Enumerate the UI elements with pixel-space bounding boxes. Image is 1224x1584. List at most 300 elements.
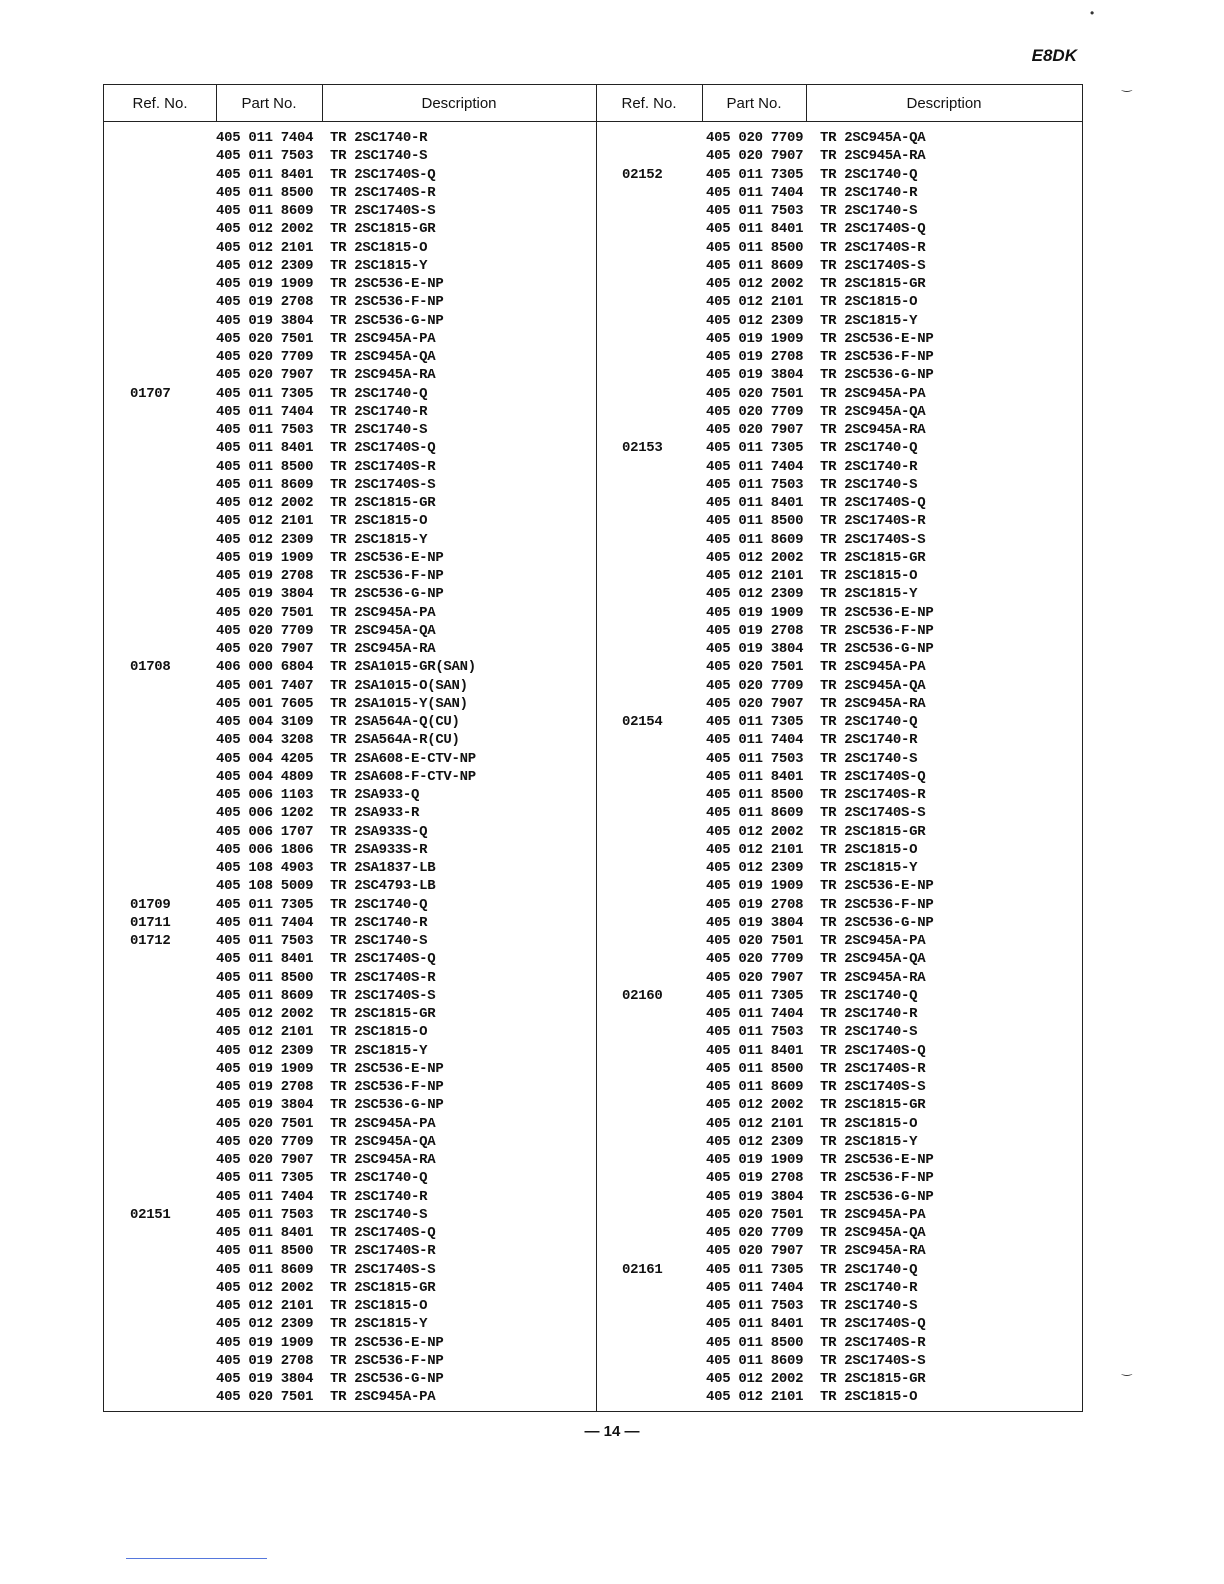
- table-cell: 405 011 7305: [706, 166, 804, 183]
- scan-mark: ‿: [1122, 1362, 1132, 1376]
- left-description-column: [330, 129, 476, 1407]
- table-cell: 405 011 7404: [216, 130, 314, 146]
- table-cell: [130, 184, 171, 202]
- table-cell: [130, 1060, 171, 1078]
- table-cell: TR 2SC1740-Q: [820, 714, 918, 730]
- table-cell: 405 011 7503: [216, 422, 314, 438]
- table-cell: 405 012 2101: [706, 1389, 804, 1406]
- table-cell: [130, 1042, 171, 1060]
- table-cell: TR 2SC1815-Y: [330, 1316, 428, 1333]
- table-cell: 405 011 8609: [216, 987, 314, 1004]
- table-cell: 406 000 6804: [216, 659, 314, 676]
- table-cell: 405 011 8609: [706, 805, 804, 822]
- table-cell: 405 006 1707: [216, 823, 314, 840]
- table-cell: TR 2SA933S-R: [330, 841, 428, 858]
- table-cell: TR 2SC1740-S: [820, 203, 918, 219]
- table-cell: 405 020 7709: [216, 1133, 314, 1150]
- header-divider: [322, 85, 323, 121]
- table-cell: TR 2SC945A-QA: [820, 403, 926, 420]
- table-cell: [622, 768, 663, 786]
- table-cell: [130, 987, 171, 1005]
- table-cell: TR 2SC945A-RA: [330, 641, 436, 657]
- table-cell: 405 011 7404: [706, 1006, 804, 1022]
- parts-table: [103, 84, 1083, 1412]
- table-cell: 405 012 2002: [216, 221, 314, 238]
- table-cell: TR 2SC1740S-S: [330, 987, 436, 1004]
- table-cell: TR 2SC1740-R: [820, 1279, 918, 1296]
- header-divider: [806, 85, 807, 121]
- table-cell: [130, 1133, 171, 1151]
- table-cell: [622, 1279, 663, 1297]
- table-cell: [130, 512, 171, 530]
- table-cell: [622, 1133, 663, 1151]
- table-cell: 405 011 7305: [216, 896, 314, 913]
- table-cell: 405 011 8500: [706, 1334, 804, 1351]
- table-cell: 405 011 8609: [216, 203, 314, 219]
- table-cell: 405 011 8401: [216, 1225, 314, 1241]
- table-cell: TR 2SC945A-RA: [820, 969, 926, 986]
- table-cell: [130, 640, 171, 658]
- model-code: E8DK: [1031, 46, 1077, 65]
- header-ref-no-left: Ref. No.: [132, 95, 188, 112]
- table-cell: 405 011 8500: [706, 239, 804, 256]
- table-cell: TR 2SC536-E-NP: [820, 604, 934, 621]
- table-cell: 405 011 8500: [216, 969, 314, 986]
- table-cell: [130, 1078, 171, 1096]
- table-cell: [622, 257, 663, 275]
- table-cell: 01707: [130, 385, 171, 402]
- table-cell: TR 2SC1740S-R: [330, 969, 436, 986]
- table-cell: TR 2SC1740-Q: [330, 1170, 428, 1187]
- table-cell: TR 2SC1740-R: [820, 1006, 918, 1022]
- table-cell: 405 020 7501: [216, 1115, 314, 1132]
- table-cell: [130, 567, 171, 585]
- table-cell: 405 012 2101: [216, 1024, 314, 1041]
- table-cell: 405 011 7305: [706, 987, 804, 1004]
- table-cell: TR 2SC1740-S: [820, 750, 918, 767]
- header-description-right: Description: [906, 95, 982, 112]
- header-part-no-right: Part No.: [726, 95, 782, 112]
- table-cell: [622, 549, 663, 567]
- table-cell: TR 2SC945A-QA: [820, 677, 926, 694]
- table-cell: TR 2SC1815-Y: [330, 257, 428, 274]
- table-cell: 405 006 1202: [216, 805, 314, 822]
- left-ref-column: [130, 129, 171, 1443]
- table-cell: 02160: [622, 987, 663, 1004]
- table-cell: [622, 677, 663, 695]
- table-cell: [130, 1297, 171, 1315]
- table-cell: 405 019 2708: [216, 1352, 314, 1369]
- table-cell: TR 2SC945A-RA: [820, 1243, 926, 1260]
- table-cell: 405 012 2002: [216, 1279, 314, 1296]
- table-cell: 405 012 2101: [706, 841, 804, 858]
- table-cell: [130, 1188, 171, 1206]
- table-cell: 405 001 7605: [216, 695, 314, 712]
- table-cell: [130, 677, 171, 695]
- table-cell: [130, 695, 171, 713]
- table-cell: 405 011 8609: [216, 1261, 314, 1278]
- table-cell: TR 2SC1740S-S: [330, 203, 436, 219]
- table-cell: 405 011 8500: [216, 1243, 314, 1260]
- table-cell: TR 2SC1740-R: [330, 914, 428, 931]
- table-cell: TR 2SC1815-Y: [820, 860, 918, 876]
- table-cell: [622, 129, 663, 147]
- table-cell: [622, 239, 663, 257]
- table-cell: [130, 476, 171, 494]
- table-cell: 405 020 7907: [706, 695, 804, 712]
- table-cell: TR 2SC1740S-S: [820, 1352, 926, 1369]
- table-cell: TR 2SA608-F-CTV-NP: [330, 768, 476, 785]
- table-cell: TR 2SC1815-O: [330, 1024, 428, 1041]
- table-cell: [130, 604, 171, 622]
- table-cell: 405 012 2002: [706, 823, 804, 840]
- table-cell: 405 004 3208: [216, 732, 314, 749]
- table-cell: TR 2SC1815-GR: [820, 549, 926, 566]
- table-cell: TR 2SC1740S-Q: [330, 1225, 436, 1241]
- table-cell: 405 019 2708: [216, 294, 314, 311]
- table-cell: 405 020 7501: [706, 659, 804, 676]
- table-cell: [130, 841, 171, 859]
- table-cell: [130, 166, 171, 184]
- table-cell: TR 2SC1740-S: [820, 476, 918, 493]
- table-cell: 405 011 7404: [706, 1279, 804, 1296]
- table-cell: 01712: [130, 933, 171, 949]
- table-cell: TR 2SC1815-Y: [820, 1133, 918, 1150]
- table-cell: 405 020 7907: [706, 422, 804, 438]
- table-cell: TR 2SC1815-GR: [820, 1371, 926, 1387]
- table-cell: [622, 1078, 663, 1096]
- right-description-column: [820, 129, 933, 1407]
- table-cell: TR 2SC1740S-R: [820, 787, 926, 803]
- table-cell: [622, 202, 663, 220]
- table-cell: TR 2SC1740S-R: [820, 1334, 926, 1351]
- table-cell: 02154: [622, 714, 663, 730]
- table-cell: 405 011 8500: [216, 184, 314, 201]
- table-cell: TR 2SC1740-S: [330, 148, 428, 165]
- table-cell: 405 011 8401: [706, 768, 804, 785]
- table-cell: 405 012 2101: [706, 294, 804, 311]
- table-cell: TR 2SC1815-Y: [820, 586, 918, 603]
- table-cell: TR 2SC1740S-Q: [330, 166, 436, 183]
- table-cell: 405 020 7709: [216, 349, 314, 365]
- table-cell: TR 2SC1740S-S: [820, 805, 926, 822]
- table-cell: [130, 1279, 171, 1297]
- table-cell: [622, 1023, 663, 1041]
- table-cell: 405 012 2309: [706, 1133, 804, 1150]
- table-cell: 405 011 7503: [706, 1298, 804, 1314]
- table-cell: TR 2SC1740S-S: [820, 531, 926, 548]
- footer-rule: [126, 1558, 267, 1559]
- table-cell: TR 2SC1740S-R: [330, 1243, 436, 1260]
- table-cell: 405 011 7404: [216, 403, 314, 420]
- table-cell: [130, 969, 171, 987]
- table-cell: [130, 585, 171, 603]
- table-cell: TR 2SC536-F-NP: [820, 1170, 934, 1187]
- table-cell: [622, 293, 663, 311]
- table-cell: 405 011 8500: [706, 1060, 804, 1077]
- table-cell: TR 2SC536-G-NP: [330, 1097, 444, 1114]
- table-cell: TR 2SC536-E-NP: [820, 330, 934, 347]
- table-cell: TR 2SA1015-O(SAN): [330, 677, 468, 694]
- table-cell: 405 012 2002: [216, 1006, 314, 1022]
- table-cell: [622, 1188, 663, 1206]
- table-cell: 405 019 2708: [706, 622, 804, 639]
- table-cell: [130, 403, 171, 421]
- table-cell: TR 2SC1740-Q: [330, 896, 428, 913]
- table-cell: 405 012 2309: [216, 1042, 314, 1059]
- table-cell: TR 2SC1740-R: [820, 184, 918, 201]
- table-cell: 405 020 7709: [706, 130, 804, 146]
- table-cell: [622, 695, 663, 713]
- table-cell: [622, 1206, 663, 1224]
- table-cell: TR 2SC1740S-R: [820, 239, 926, 256]
- table-cell: TR 2SC536-E-NP: [330, 549, 444, 566]
- table-cell: [130, 312, 171, 330]
- table-cell: TR 2SA1015-GR(SAN): [330, 659, 476, 676]
- table-cell: TR 2SC536-G-NP: [330, 1371, 444, 1387]
- table-cell: 405 019 2708: [216, 1079, 314, 1095]
- table-cell: 405 011 8401: [706, 1316, 804, 1333]
- table-cell: 405 012 2309: [216, 531, 314, 548]
- table-cell: 405 019 3804: [216, 1371, 314, 1387]
- table-cell: [130, 1242, 171, 1260]
- table-cell: [130, 531, 171, 549]
- table-cell: TR 2SC1815-O: [820, 1115, 918, 1132]
- header-divider: [702, 85, 703, 121]
- table-cell: TR 2SC945A-RA: [330, 1152, 436, 1168]
- table-cell: TR 2SC536-G-NP: [330, 312, 444, 329]
- table-cell: TR 2SC536-G-NP: [820, 641, 934, 657]
- table-cell: 405 011 8500: [706, 513, 804, 530]
- table-cell: [130, 1023, 171, 1041]
- table-cell: TR 2SC1740S-S: [820, 257, 926, 274]
- table-cell: [130, 1370, 171, 1388]
- table-cell: [622, 969, 663, 987]
- table-cell: [130, 220, 171, 238]
- table-cell: [622, 1005, 663, 1023]
- table-cell: TR 2SC536-F-NP: [330, 1352, 444, 1369]
- table-cell: 01711: [130, 914, 171, 931]
- table-cell: 405 019 3804: [706, 641, 804, 657]
- table-cell: [130, 549, 171, 567]
- table-cell: 405 012 2101: [706, 568, 804, 584]
- table-cell: TR 2SC1740-S: [330, 422, 428, 438]
- table-cell: [622, 1315, 663, 1333]
- table-cell: TR 2SC536-E-NP: [820, 1152, 934, 1168]
- table-cell: TR 2SA608-E-CTV-NP: [330, 750, 476, 767]
- table-cell: 405 019 3804: [216, 586, 314, 603]
- table-cell: 405 019 3804: [216, 1097, 314, 1114]
- table-cell: 405 011 7305: [706, 1261, 804, 1278]
- table-cell: TR 2SC945A-QA: [820, 951, 926, 968]
- table-cell: [130, 1334, 171, 1352]
- table-cell: TR 2SC1740S-Q: [820, 768, 926, 785]
- table-cell: 405 020 7907: [706, 969, 804, 986]
- table-cell: [622, 220, 663, 238]
- table-cell: TR 2SC1740S-Q: [330, 951, 436, 968]
- table-cell: 405 020 7709: [706, 677, 804, 694]
- table-cell: [622, 476, 663, 494]
- table-cell: 405 019 1909: [706, 1152, 804, 1168]
- header-ref-no-right: Ref. No.: [621, 95, 677, 112]
- table-cell: 405 019 1909: [216, 549, 314, 566]
- table-cell: [622, 348, 663, 366]
- table-cell: [130, 1407, 171, 1425]
- table-cell: [130, 713, 171, 731]
- table-cell: TR 2SC1815-GR: [820, 276, 926, 292]
- right-ref-column: [622, 129, 663, 1388]
- table-cell: 405 011 7503: [706, 476, 804, 493]
- table-cell: TR 2SC1740S-R: [820, 1060, 926, 1077]
- table-cell: TR 2SC1815-GR: [330, 495, 436, 511]
- table-cell: [130, 1005, 171, 1023]
- table-cell: [622, 184, 663, 202]
- table-cell: [622, 1042, 663, 1060]
- table-cell: [130, 293, 171, 311]
- table-cell: TR 2SC536-F-NP: [820, 896, 934, 913]
- table-cell: [622, 731, 663, 749]
- table-cell: 405 019 1909: [706, 878, 804, 895]
- table-cell: 405 006 1103: [216, 787, 314, 803]
- table-cell: 02161: [622, 1261, 663, 1278]
- table-cell: TR 2SC536-F-NP: [330, 1079, 444, 1095]
- table-cell: 405 012 2101: [706, 1115, 804, 1132]
- table-cell: TR 2SC1815-O: [820, 568, 918, 584]
- table-cell: TR 2SC536-G-NP: [330, 586, 444, 603]
- table-cell: 405 019 1909: [216, 1334, 314, 1351]
- table-cell: 405 011 7503: [216, 933, 314, 949]
- table-cell: 405 019 2708: [706, 896, 804, 913]
- table-cell: [130, 1261, 171, 1279]
- table-cell: 405 012 2309: [706, 586, 804, 603]
- table-cell: 405 011 7404: [706, 184, 804, 201]
- table-cell: TR 2SC1740-R: [330, 403, 428, 420]
- table-cell: TR 2SC1815-O: [330, 513, 428, 530]
- table-cell: 405 019 1909: [706, 330, 804, 347]
- table-cell: 405 011 7503: [706, 1024, 804, 1041]
- table-cell: TR 2SC4793-LB: [330, 878, 436, 895]
- table-cell: 405 019 2708: [706, 1170, 804, 1187]
- table-cell: TR 2SC945A-QA: [330, 622, 436, 639]
- table-cell: 405 019 2708: [706, 349, 804, 365]
- table-cell: 405 012 2309: [216, 257, 314, 274]
- table-cell: 405 108 4903: [216, 860, 314, 876]
- table-cell: TR 2SA1837-LB: [330, 860, 436, 876]
- table-cell: 405 012 2309: [216, 1316, 314, 1333]
- table-cell: 405 020 7709: [706, 951, 804, 968]
- table-cell: 405 011 7305: [216, 385, 314, 402]
- table-cell: 405 011 7503: [706, 750, 804, 767]
- table-cell: [622, 1115, 663, 1133]
- table-cell: TR 2SC1815-O: [820, 1389, 918, 1406]
- table-cell: [130, 1115, 171, 1133]
- table-cell: [622, 786, 663, 804]
- table-cell: TR 2SC536-E-NP: [330, 276, 444, 292]
- table-cell: [622, 1297, 663, 1315]
- table-cell: TR 2SC1815-O: [330, 239, 428, 256]
- table-cell: 405 011 8401: [706, 495, 804, 511]
- table-cell: TR 2SC1740S-Q: [820, 221, 926, 238]
- table-cell: [622, 1151, 663, 1169]
- table-cell: [622, 804, 663, 822]
- table-cell: [130, 950, 171, 968]
- table-cell: [622, 622, 663, 640]
- table-cell: 405 019 3804: [706, 1188, 804, 1205]
- table-cell: TR 2SA564A-Q(CU): [330, 714, 460, 730]
- table-cell: TR 2SA564A-R(CU): [330, 732, 460, 749]
- table-cell: 405 011 8609: [706, 1079, 804, 1095]
- table-cell: [130, 366, 171, 384]
- table-cell: [130, 330, 171, 348]
- table-cell: 405 019 3804: [706, 367, 804, 384]
- table-cell: [622, 750, 663, 768]
- table-cell: [130, 421, 171, 439]
- table-cell: [622, 567, 663, 585]
- table-cell: 405 011 8609: [706, 257, 804, 274]
- table-cell: TR 2SC945A-RA: [820, 695, 926, 712]
- table-cell: TR 2SC536-F-NP: [330, 568, 444, 584]
- table-cell: TR 2SC945A-QA: [330, 349, 436, 365]
- table-cell: [130, 1352, 171, 1370]
- table-cell: [622, 494, 663, 512]
- table-cell: 405 011 7503: [216, 1206, 314, 1223]
- table-cell: [622, 147, 663, 165]
- table-cell: 405 020 7709: [706, 403, 804, 420]
- table-cell: TR 2SC1740-R: [820, 458, 918, 475]
- table-cell: TR 2SC1740S-S: [330, 1261, 436, 1278]
- table-cell: TR 2SC1740S-R: [330, 458, 436, 475]
- table-cell: TR 2SC945A-PA: [820, 659, 926, 676]
- table-cell: 405 011 8609: [706, 531, 804, 548]
- table-cell: [130, 239, 171, 257]
- table-cell: TR 2SC1815-GR: [820, 1097, 926, 1114]
- table-cell: TR 2SC1740-R: [330, 130, 428, 146]
- table-cell: [622, 366, 663, 384]
- table-cell: [130, 877, 171, 895]
- table-cell: [130, 1315, 171, 1333]
- table-cell: 405 019 3804: [706, 914, 804, 931]
- table-cell: [130, 750, 171, 768]
- table-cell: 405 019 3804: [216, 312, 314, 329]
- table-cell: TR 2SC1740S-Q: [330, 440, 436, 457]
- table-cell: 405 011 7503: [216, 148, 314, 165]
- table-cell: 405 012 2309: [706, 312, 804, 329]
- table-cell: TR 2SC945A-RA: [330, 367, 436, 384]
- table-cell: [130, 731, 171, 749]
- table-cell: 405 011 7503: [706, 203, 804, 219]
- table-cell: TR 2SC1740-Q: [820, 440, 918, 457]
- table-cell: TR 2SC1815-GR: [330, 221, 436, 238]
- table-cell: [622, 512, 663, 530]
- table-cell: TR 2SC945A-PA: [330, 604, 436, 621]
- table-cell: 405 012 2002: [706, 549, 804, 566]
- table-cell: 405 020 7501: [706, 385, 804, 402]
- table-cell: TR 2SC1740-S: [330, 933, 428, 949]
- table-cell: TR 2SC945A-PA: [330, 1115, 436, 1132]
- table-cell: 405 011 7305: [216, 1170, 314, 1187]
- table-cell: 405 011 7404: [706, 458, 804, 475]
- table-cell: 405 011 8609: [706, 1352, 804, 1369]
- center-divider: [596, 85, 597, 1411]
- table-cell: [622, 841, 663, 859]
- table-cell: TR 2SC945A-QA: [820, 1225, 926, 1241]
- table-cell: TR 2SC1815-Y: [330, 531, 428, 548]
- table-cell: 405 011 8609: [216, 476, 314, 493]
- table-cell: [622, 531, 663, 549]
- table-cell: 405 012 2309: [706, 860, 804, 876]
- table-cell: [622, 1352, 663, 1370]
- table-cell: 405 011 7404: [706, 732, 804, 749]
